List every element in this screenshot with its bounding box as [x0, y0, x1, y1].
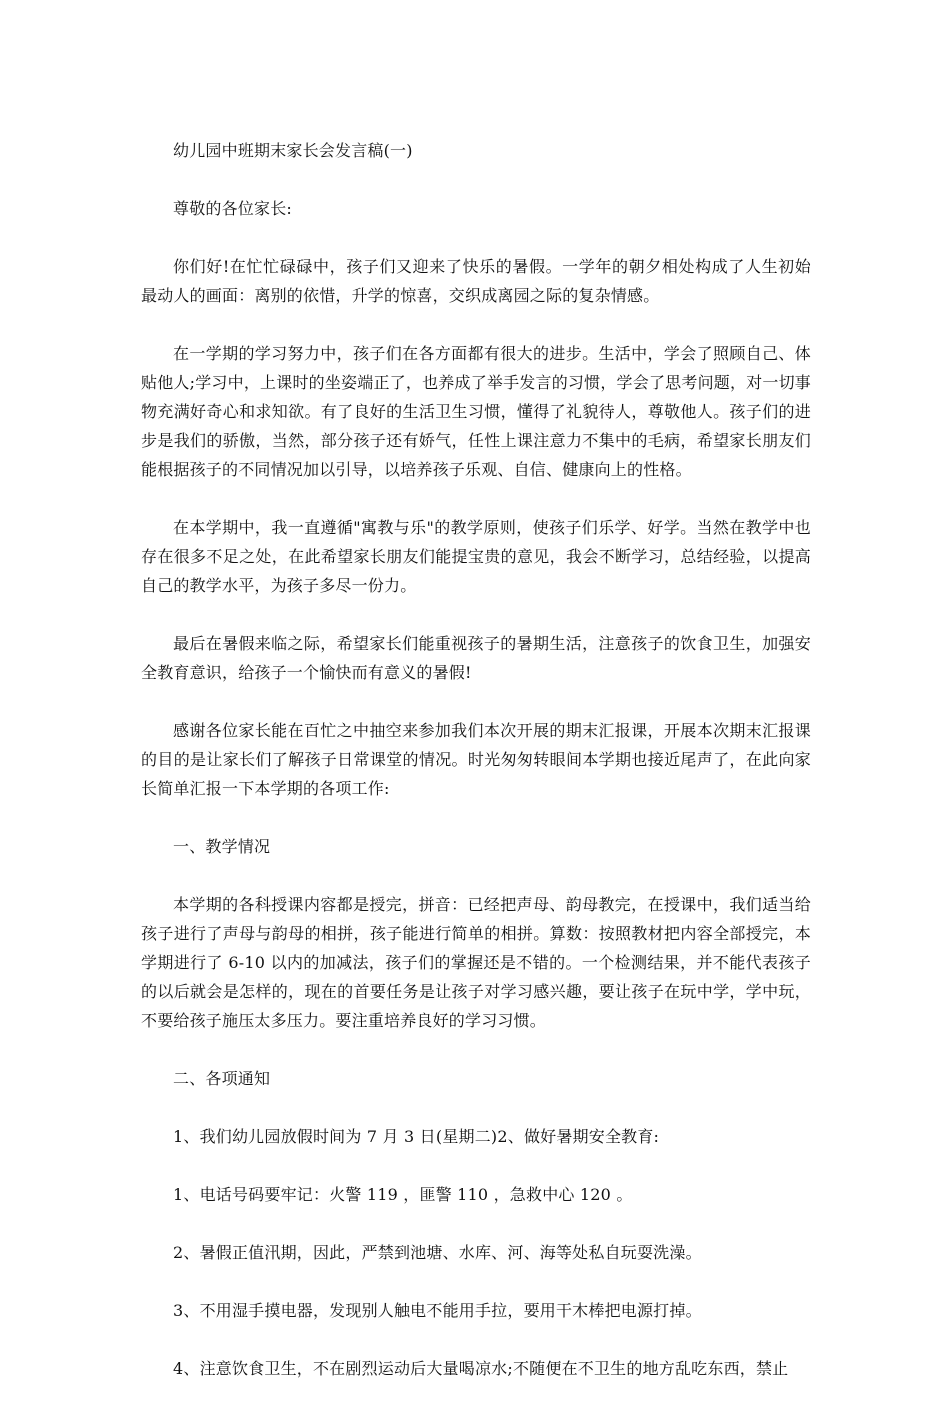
paragraph-progress: 在一学期的学习努力中，孩子们在各方面都有很大的进步。生活中，学会了照顾自己、体贴他人;学习中，上课时的坐姿端正了，也养成了举手发言的习惯，学会了思考问题，对一切事物充满好奇心和求知欲。有了良好的生活卫生习惯，懂得了礼貌待人，尊敬他人。孩子们的进步是我们的骄傲，当然，部分孩子还有娇气，任性上课注意力不集中的毛病，希望家长朋友们能根据孩子的不同情况加以引导，以培养孩子乐观、自信、健康向上的性格。	[141, 344, 811, 479]
notice-item-flood: 2、暑假正值汛期，因此，严禁到池塘、水库、河、海等处私自玩耍洗澡。	[173, 1243, 702, 1262]
section-heading-notices: 二、各项通知	[173, 1069, 271, 1088]
notice-item-food: 4、注意饮食卫生，不在剧烈运动后大量喝凉水;不随便在不卫生的地方乱吃东西，禁止	[173, 1359, 789, 1378]
paragraph-greeting: 你们好!在忙忙碌碌中，孩子们又迎来了快乐的暑假。一学年的朝夕相处构成了人生初始最动人的画面：离别的依惜，升学的惊喜，交织成离园之际的复杂情感。	[141, 257, 811, 305]
paragraph-teaching-principle: 在本学期中，我一直遵循"寓教与乐"的教学原则，使孩子们乐学、好学。当然在教学中也存在很多不足之处，在此希望家长朋友们能提宝贵的意见，我会不断学习，总结经验，以提高自己的教学水平，为孩子多尽一份力。	[141, 518, 811, 595]
salutation: 尊敬的各位家长:	[173, 199, 292, 218]
notice-item-electric: 3、不用湿手摸电器，发现别人触电不能用手拉，要用干木棒把电源打掉。	[173, 1301, 702, 1320]
notice-item-phone: 1、电话号码要牢记：火警 119 ，匪警 110 ，急救中心 120 。	[173, 1185, 633, 1204]
paragraph-thanks: 感谢各位家长能在百忙之中抽空来参加我们本次开展的期末汇报课，开展本次期末汇报课的目的是让家长们了解孩子日常课堂的情况。时光匆匆转眼间本学期也接近尾声了，在此向家长简单汇报一下本学期的各项工作:	[141, 721, 811, 798]
document-body	[141, 136, 811, 1412]
paragraph-teaching-details: 本学期的各科授课内容都是授完，拼音：已经把声母、韵母教完，在授课中，我们适当给孩子进行了声母与韵母的相拼，孩子能进行简单的相拼。算数：按照教材把内容全部授完，本学期进行了 6-10 以内的加减法，孩子们的掌握还是不错的。一个检测结果，并不能代表孩子的以后就会是怎样的，现在的首要任务是让孩子对学习感兴趣，要让孩子在玩中学，学中玩，不要给孩子施压太多压力。要注重培养良好的学习习惯。	[141, 895, 811, 1030]
section-heading-teaching: 一、教学情况	[173, 837, 271, 856]
notice-item-holiday: 1、我们幼儿园放假时间为 7 月 3 日(星期二)2、做好暑期安全教育:	[173, 1127, 660, 1146]
document-title: 幼儿园中班期末家长会发言稿(一)	[173, 141, 413, 160]
paragraph-summer-wish: 最后在暑假来临之际，希望家长们能重视孩子的暑期生活，注意孩子的饮食卫生，加强安全教育意识，给孩子一个愉快而有意义的暑假!	[141, 634, 811, 682]
